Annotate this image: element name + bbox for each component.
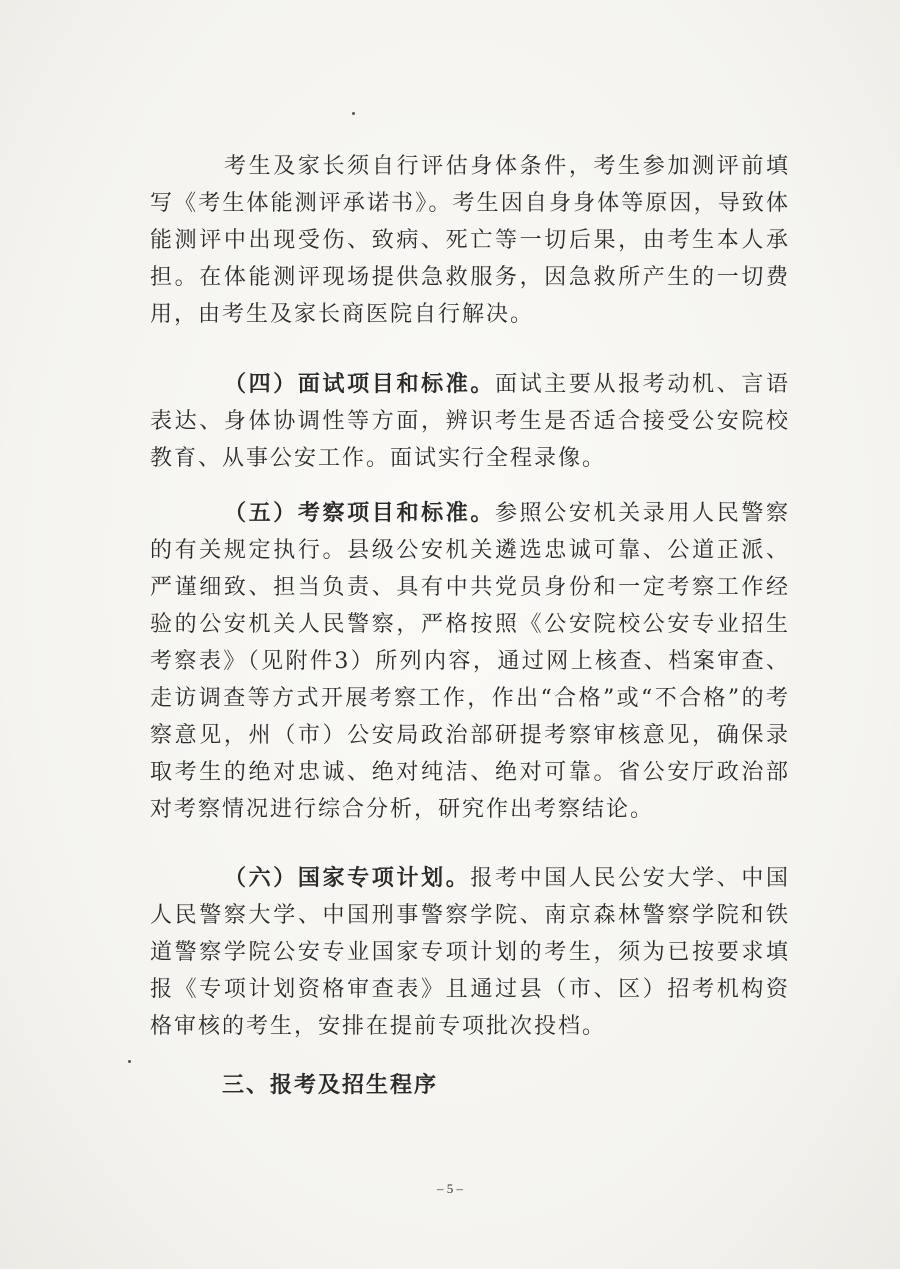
paragraph-national-plan <box>150 860 790 1045</box>
paragraph-body: 报考中国人民公安大学、中国人民警察大学、中国刑事警察学院、南京森林警察学院和铁道警察学院公安专业国家专项计划的考生，须为已按要求填报《专项计划资格审查表》且通过县（市、区）招考机构资格审核的考生，安排在提前专项批次投档。 <box>150 866 790 1039</box>
paragraph-body: 参照公安机关录用人民警察的有关规定执行。县级公安机关遴选忠诚可靠、公道正派、严谨细致、担当负责、具有中共党员身份和一定考察工作经验的公安机关人民警察，严格按照《公安院校公安专业招生考察表》（见附件3）所列内容，通过网上核查、档案审查、走访调查等方式开展考察工作，作出“合格”或“不合格”的考察意见，州（市）公安局政治部研提考察审核意见，确保录取考生的绝对忠诚、绝对纯洁、绝对可靠。省公安厅政治部对考察情况进行综合分析，研究作出考察结论。 <box>150 501 790 822</box>
paragraph-lead: （六）国家专项计划。 <box>224 865 471 891</box>
scan-speck <box>128 1060 131 1063</box>
paragraph-inspection <box>150 495 790 828</box>
paragraph-interview <box>150 366 790 477</box>
paragraph-lead: （五）考察项目和标准。 <box>224 500 495 526</box>
scan-speck <box>352 112 355 115</box>
section-heading: 三、报考及招生程序 <box>222 1072 439 1098</box>
paragraph-body: 考生及家长须自行评估身体条件，考生参加测评前填写《考生体能测评承诺书》。考生因自身身体等原因，导致体能测评中出现受伤、致病、死亡等一切后果，由考生本人承担。在体能测评现场提供急救服务，因急救所产生的一切费用，由考生及家长商医院自行解决。 <box>150 154 790 327</box>
paragraph-physical-test <box>150 148 790 333</box>
paragraph-lead: （四）面试项目和标准。 <box>224 371 495 397</box>
page-number: – 5 – <box>437 1181 463 1196</box>
paragraph-body: 面试主要从报考动机、言语表达、身体协调性等方面，辨识考生是否适合接受公安院校教育、从事公安工作。面试实行全程录像。 <box>150 372 790 471</box>
